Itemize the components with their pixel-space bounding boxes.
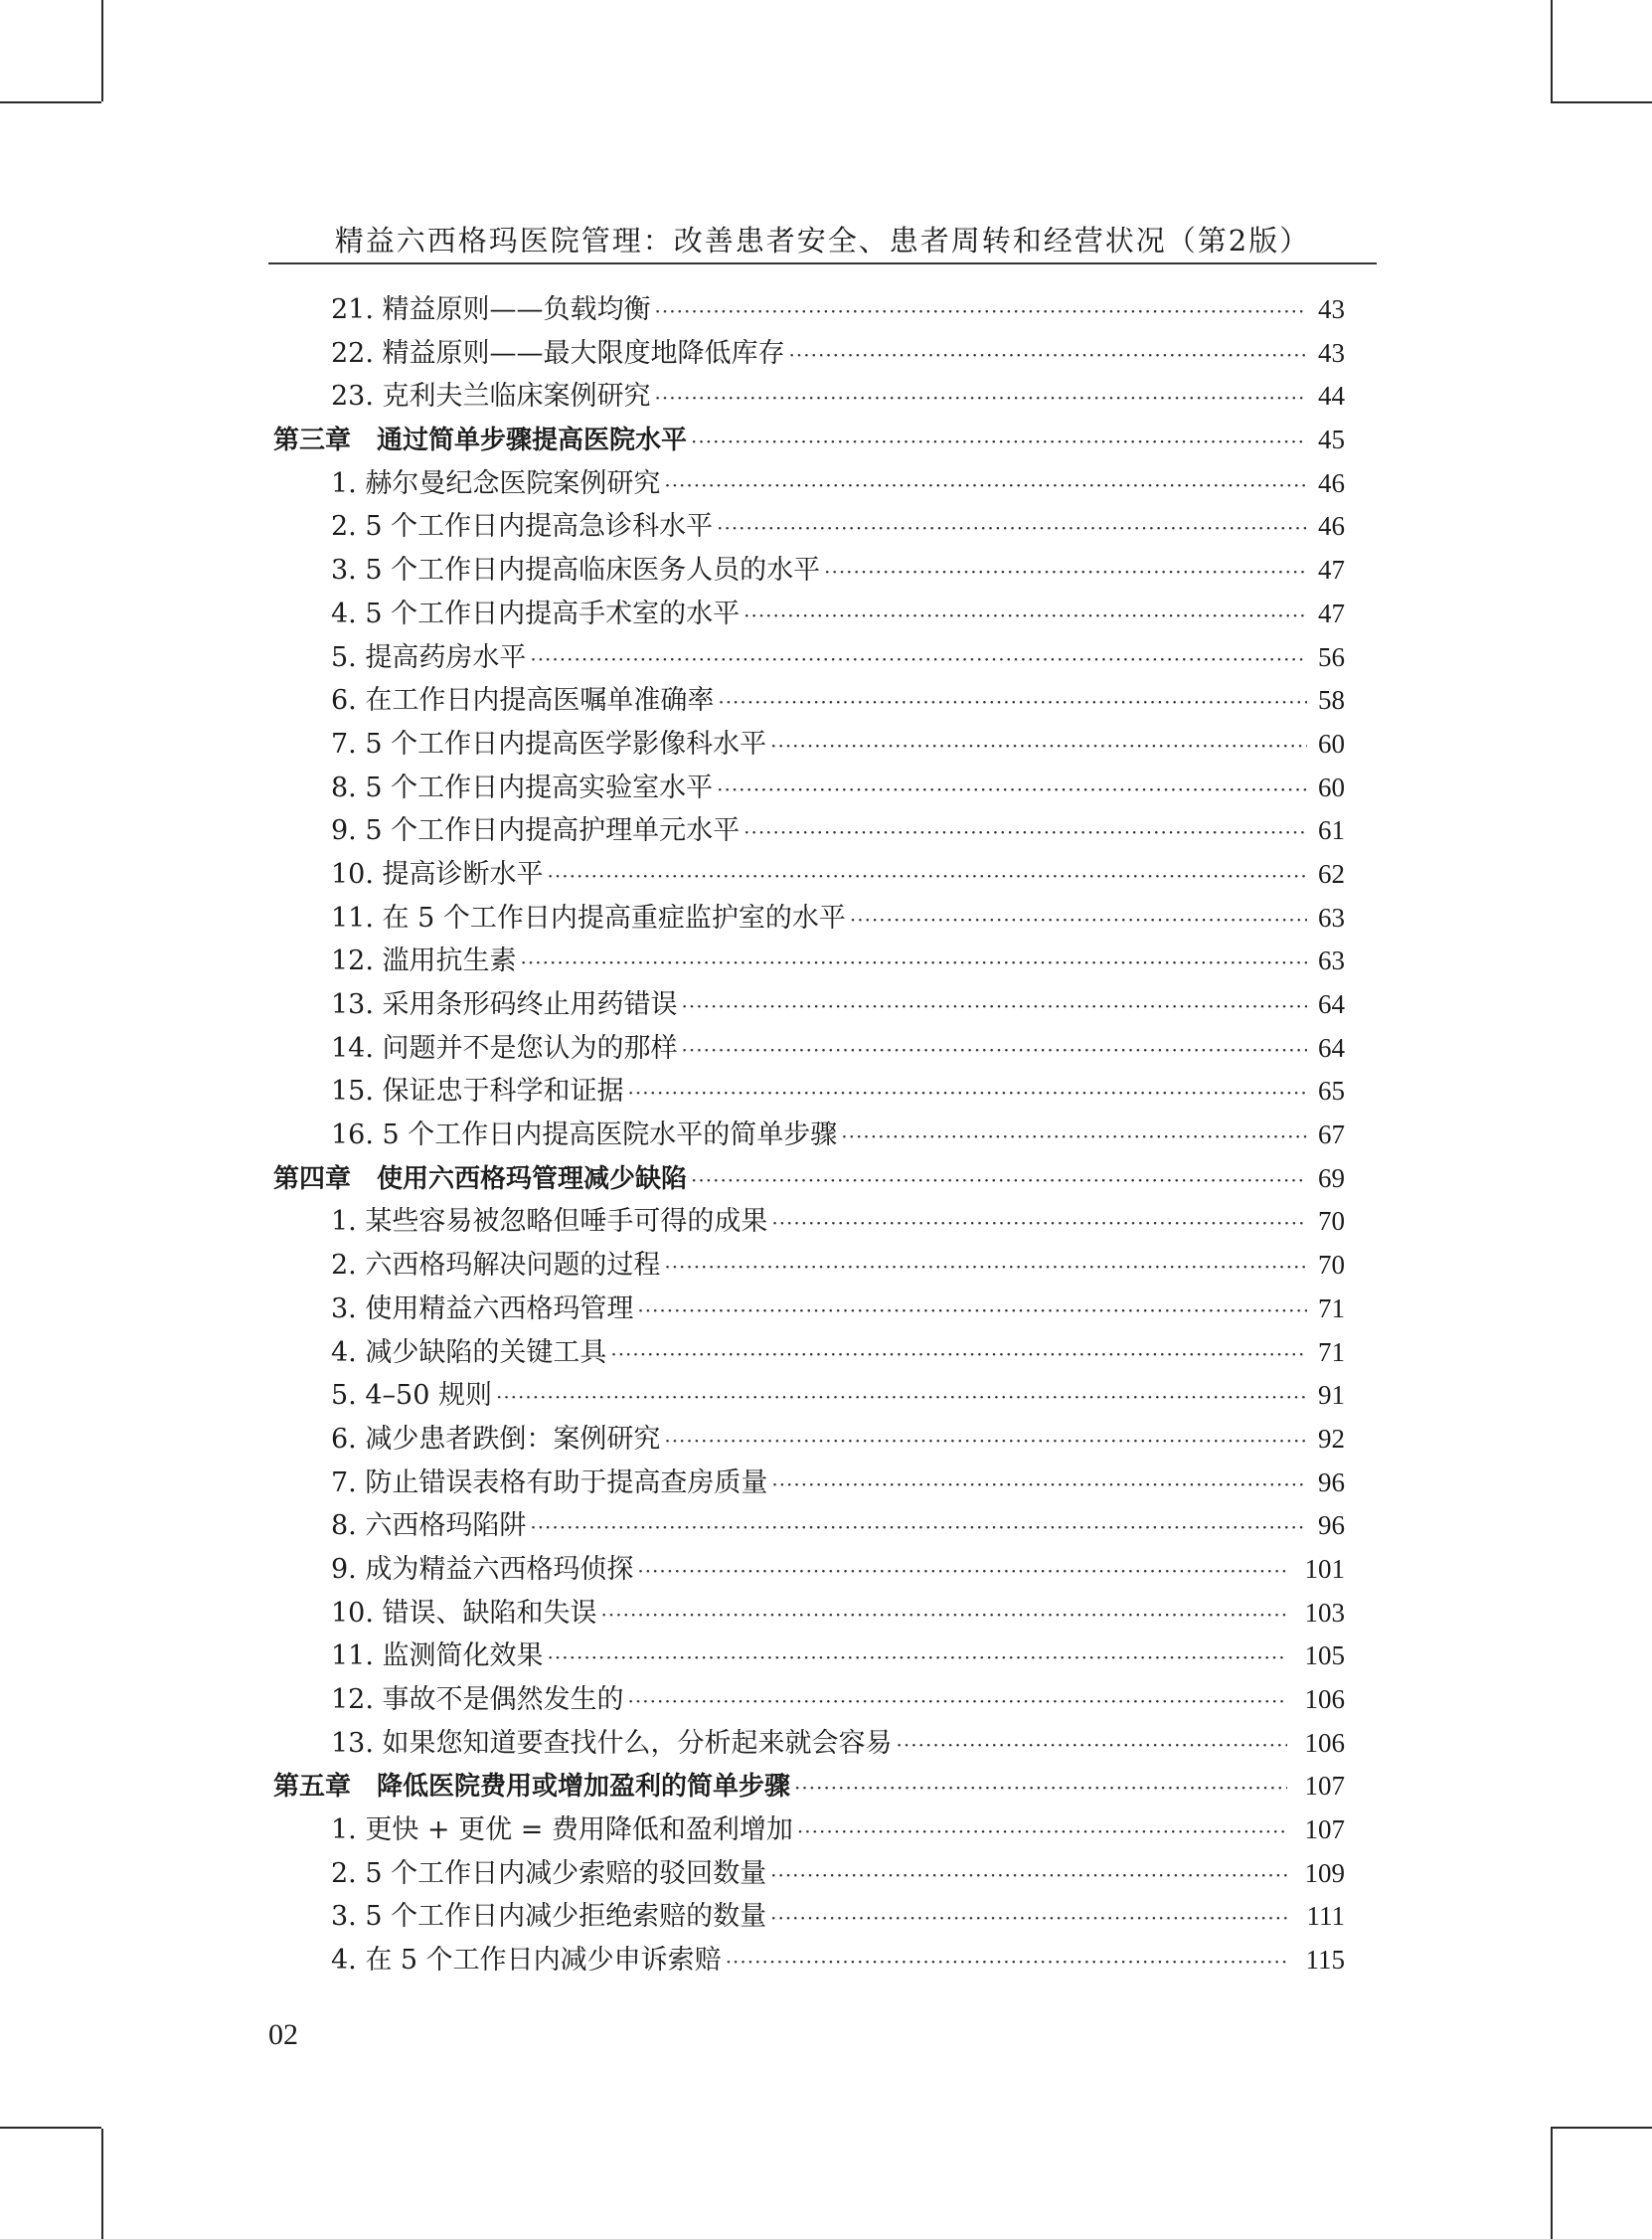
- crop-mark: [1551, 2127, 1652, 2129]
- toc-entry-title: 14. 问题并不是您认为的那样: [331, 1032, 678, 1064]
- dot-leader: [664, 1420, 1307, 1464]
- toc-entry-title: 10. 错误、缺陷和失误: [331, 1597, 597, 1629]
- toc-item: [273, 853, 1345, 897]
- crop-mark: [0, 101, 101, 103]
- toc-entry-title: 12. 事故不是偶然发生的: [331, 1684, 624, 1715]
- toc-entry-page: 67: [1318, 1120, 1345, 1150]
- toc-entry-page: 58: [1318, 685, 1345, 716]
- toc-entry-page: 63: [1318, 946, 1345, 976]
- toc-entry-title: 2. 5 个工作日内提高急诊科水平: [331, 511, 714, 543]
- toc-item: [273, 679, 1345, 723]
- toc-entry-page: 109: [1304, 1857, 1345, 1888]
- toc-entry-title: 8. 5 个工作日内提高实验室水平: [331, 772, 714, 803]
- dot-leader: [655, 377, 1307, 421]
- toc-entry-title: 9. 5 个工作日内提高护理单元水平: [331, 815, 741, 847]
- toc-item: [273, 1027, 1345, 1071]
- toc-item: [273, 375, 1345, 419]
- dot-leader: [530, 638, 1307, 682]
- dot-leader: [655, 290, 1307, 334]
- toc-entry-title: 1. 某些容易被忽略但唾手可得的成果: [331, 1206, 768, 1238]
- toc-entry-title: 3. 5 个工作日内提高临床医务人员的水平: [331, 555, 821, 587]
- toc-entry-page: 107: [1304, 1771, 1345, 1802]
- toc-entry-title: 9. 成为精益六西格玛侦探: [331, 1553, 634, 1585]
- toc-entry-title: 第三章 通过简单步骤提高医院水平: [273, 426, 688, 456]
- toc-item: [273, 940, 1345, 983]
- dot-leader: [664, 464, 1307, 508]
- toc-entry-page: 106: [1304, 1727, 1345, 1758]
- toc-chapter: [273, 1765, 1345, 1808]
- dot-leader: [743, 595, 1307, 638]
- toc-entry-title: 4. 在 5 个工作日内减少申诉索赔: [331, 1945, 722, 1977]
- toc-item: [273, 1808, 1345, 1852]
- dot-leader: [637, 1290, 1307, 1333]
- toc-item: [273, 549, 1345, 593]
- dot-leader: [682, 1029, 1307, 1073]
- toc-entry-title: 2. 5 个工作日内减少索赔的驳回数量: [331, 1857, 767, 1889]
- dot-leader: [718, 681, 1307, 725]
- toc-item: [273, 1852, 1345, 1896]
- toc-item: [273, 1114, 1345, 1157]
- toc-entry-page: 106: [1304, 1684, 1345, 1714]
- toc-entry-title: 15. 保证忠于科学和证据: [331, 1076, 624, 1108]
- toc-item: [273, 1288, 1345, 1331]
- dot-leader: [770, 1897, 1288, 1941]
- toc-entry-page: 96: [1318, 1510, 1345, 1541]
- toc-entry-title: 6. 减少患者跌倒：案例研究: [331, 1423, 661, 1455]
- toc-item: [273, 462, 1345, 506]
- toc-entry-title: 11. 在 5 个工作日内提高重症监护室的水平: [331, 902, 846, 934]
- toc-item: [273, 767, 1345, 810]
- toc-entry-title: 8. 六西格玛陷阱: [331, 1510, 527, 1542]
- dot-leader: [794, 1767, 1286, 1810]
- dot-leader: [717, 507, 1307, 551]
- dot-leader: [789, 334, 1307, 378]
- dot-leader: [548, 855, 1307, 899]
- toc-entry-page: 70: [1318, 1206, 1345, 1237]
- toc-entry-title: 13. 如果您知道要查找什么，分析起来就会容易: [331, 1727, 893, 1759]
- toc-entry-page: 107: [1304, 1814, 1345, 1845]
- dot-leader: [628, 1680, 1287, 1724]
- toc-item: [273, 1200, 1345, 1244]
- toc-entry-page: 96: [1318, 1466, 1345, 1497]
- toc-entry-page: 92: [1318, 1423, 1345, 1454]
- toc-item: [273, 1635, 1345, 1678]
- toc-entry-title: 第四章 使用六西格玛管理减少缺陷: [273, 1163, 688, 1194]
- toc-entry-page: 111: [1306, 1901, 1345, 1932]
- toc-item: [273, 593, 1345, 636]
- crop-mark: [101, 0, 103, 101]
- toc-item: [273, 1070, 1345, 1114]
- toc-entry-page: 65: [1318, 1076, 1345, 1107]
- dot-leader: [664, 1246, 1307, 1290]
- crop-mark: [1551, 2129, 1553, 2239]
- toc-item: [273, 636, 1345, 680]
- toc-entry-title: 16. 5 个工作日内提高医院水平的简单步骤: [331, 1120, 838, 1151]
- dot-leader: [743, 811, 1307, 855]
- toc-entry-title: 11. 监测简化效果: [331, 1640, 544, 1672]
- toc-item: [273, 723, 1345, 767]
- dot-leader: [610, 1333, 1307, 1377]
- toc-entry-page: 46: [1318, 467, 1345, 498]
- toc-item: [273, 983, 1345, 1027]
- dot-leader: [601, 1594, 1287, 1637]
- toc-entry-title: 6. 在工作日内提高医嘱单准确率: [331, 685, 715, 717]
- toc-entry-page: 70: [1318, 1250, 1345, 1281]
- toc-entry-page: 105: [1304, 1640, 1345, 1671]
- dot-leader: [841, 1116, 1307, 1159]
- dot-leader: [637, 1550, 1286, 1594]
- dot-leader: [824, 551, 1307, 595]
- toc-entry-title: 23. 克利夫兰临床案例研究: [331, 381, 651, 413]
- toc-item: [273, 1548, 1345, 1592]
- toc-chapter: [273, 1157, 1345, 1201]
- toc-entry-title: 7. 5 个工作日内提高医学影像科水平: [331, 728, 767, 760]
- toc-item: [273, 1592, 1345, 1636]
- toc-item: [273, 1504, 1345, 1548]
- toc-entry-title: 1. 赫尔曼纪念医院案例研究: [331, 467, 661, 499]
- toc-item: [273, 1374, 1345, 1418]
- dot-leader: [770, 1854, 1286, 1898]
- toc-entry-title: 5. 4–50 规则: [331, 1380, 492, 1412]
- toc-item: [273, 809, 1345, 853]
- toc-entry-page: 91: [1318, 1380, 1345, 1411]
- crop-mark: [0, 2127, 101, 2129]
- toc-entry-page: 64: [1318, 1032, 1345, 1063]
- toc-item: [273, 505, 1345, 549]
- crop-mark: [101, 2129, 103, 2239]
- crop-mark: [1551, 0, 1553, 101]
- toc-entry-title: 13. 采用条形码终止用药错误: [331, 989, 678, 1020]
- toc-entry-title: 第五章 降低医院费用或增加盈利的简单步骤: [273, 1772, 791, 1803]
- toc-entry-page: 47: [1318, 598, 1345, 628]
- toc-entry-page: 47: [1318, 555, 1345, 586]
- toc-item: [273, 288, 1345, 332]
- dot-leader: [770, 725, 1307, 769]
- crop-mark: [1551, 101, 1652, 103]
- dot-leader: [496, 1376, 1307, 1420]
- toc-entry-page: 62: [1318, 858, 1345, 889]
- dot-leader: [682, 985, 1307, 1029]
- toc-entry-title: 2. 六西格玛解决问题的过程: [331, 1250, 661, 1282]
- dot-leader: [548, 1636, 1287, 1680]
- toc-item: [273, 1331, 1345, 1375]
- page-number: 02: [268, 2018, 298, 2051]
- toc-entry-page: 63: [1318, 902, 1345, 933]
- toc-entry-page: 46: [1318, 511, 1345, 542]
- toc-entry-title: 4. 5 个工作日内提高手术室的水平: [331, 598, 741, 629]
- toc-entry-page: 60: [1318, 728, 1345, 759]
- toc-item: [273, 1418, 1345, 1462]
- toc-chapter: [273, 419, 1345, 462]
- dot-leader: [771, 1202, 1307, 1246]
- dot-leader: [521, 942, 1307, 985]
- toc-entry-page: 71: [1318, 1336, 1345, 1367]
- toc-item: [273, 1939, 1345, 1982]
- toc-item: [273, 897, 1345, 941]
- dot-leader: [530, 1506, 1307, 1550]
- header-rule: [268, 262, 1377, 264]
- toc-item: [273, 332, 1345, 376]
- toc-entry-page: 56: [1318, 641, 1345, 672]
- dot-leader: [717, 769, 1307, 812]
- toc-entry-page: 45: [1318, 425, 1345, 455]
- dot-leader: [691, 421, 1307, 464]
- dot-leader: [897, 1724, 1287, 1768]
- toc-entry-page: 101: [1304, 1553, 1345, 1584]
- toc-entry-title: 21. 精益原则——负载均衡: [331, 294, 651, 325]
- toc-entry-page: 64: [1318, 989, 1345, 1019]
- dot-leader: [691, 1159, 1307, 1203]
- toc-item: [273, 1678, 1345, 1722]
- toc-entry-page: 115: [1305, 1945, 1345, 1976]
- toc-entry-title: 1. 更快 + 更优 = 费用降低和盈利增加: [331, 1814, 793, 1846]
- toc-entry-title: 3. 5 个工作日内减少拒绝索赔的数量: [331, 1901, 767, 1933]
- toc-entry-page: 43: [1318, 337, 1345, 368]
- toc-entry-page: 69: [1318, 1162, 1345, 1193]
- toc-entry-page: 43: [1318, 294, 1345, 324]
- table-of-contents: [273, 288, 1345, 1982]
- toc-entry-title: 3. 使用精益六西格玛管理: [331, 1292, 634, 1324]
- toc-entry-page: 60: [1318, 772, 1345, 802]
- toc-entry-page: 71: [1318, 1292, 1345, 1323]
- dot-leader: [726, 1941, 1288, 1984]
- toc-entry-title: 12. 滥用抗生素: [331, 946, 517, 977]
- running-header: 精益六西格玛医院管理：改善患者安全、患者周转和经营状况（第2版）: [334, 224, 1311, 258]
- toc-item: [273, 1244, 1345, 1288]
- dot-leader: [628, 1072, 1307, 1116]
- toc-item: [273, 1722, 1345, 1766]
- toc-entry-title: 22. 精益原则——最大限度地降低库存: [331, 337, 785, 369]
- dot-leader: [771, 1464, 1307, 1507]
- toc-entry-title: 5. 提高药房水平: [331, 641, 527, 673]
- dot-leader: [797, 1810, 1287, 1854]
- toc-item: [273, 1895, 1345, 1939]
- toc-entry-page: 61: [1318, 815, 1345, 846]
- dot-leader: [850, 899, 1307, 943]
- toc-entry-page: 44: [1318, 381, 1345, 412]
- toc-entry-page: 103: [1304, 1597, 1345, 1628]
- toc-item: [273, 1462, 1345, 1505]
- toc-entry-title: 10. 提高诊断水平: [331, 858, 544, 890]
- toc-entry-title: 4. 减少缺陷的关键工具: [331, 1336, 607, 1368]
- toc-entry-title: 7. 防止错误表格有助于提高查房质量: [331, 1466, 768, 1498]
